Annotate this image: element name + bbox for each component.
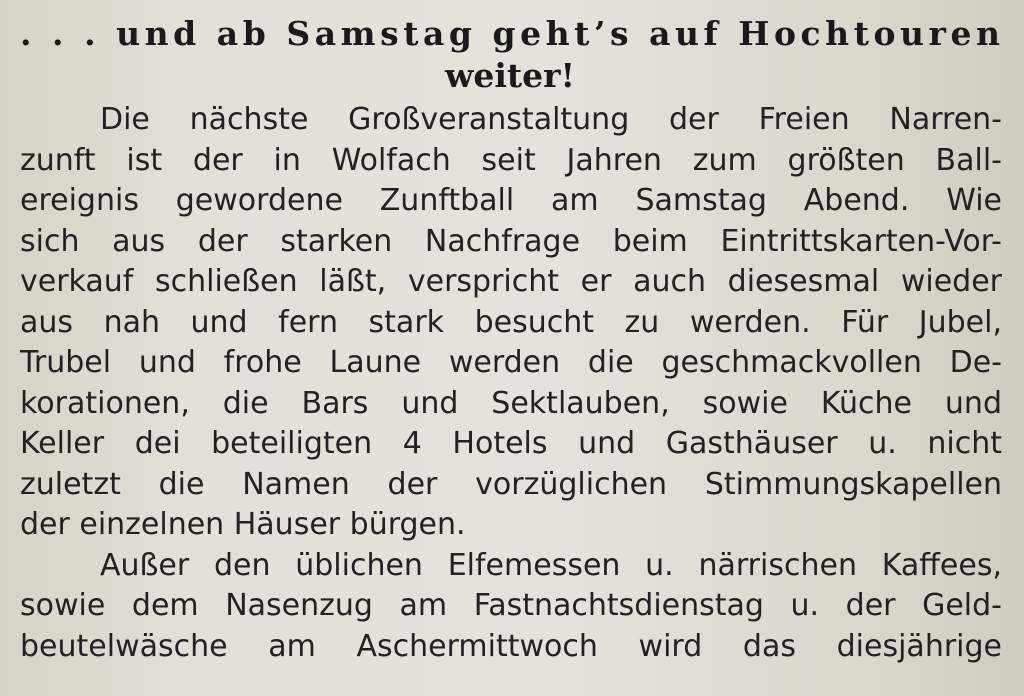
body-line: Außer den üblichen Elfemessen u. närrischen Kaffees,	[100, 547, 1002, 583]
body-line: korationen, die Bars und Sektlauben, sowie Küche und	[20, 385, 1002, 421]
body-line: sich aus der starken Nachfrage beim Eintrittskarten-Vor-	[20, 223, 1002, 259]
body-line: sowie dem Nasenzug am Fastnachtsdienstag u. der Geld-	[20, 588, 1002, 623]
body-line: der einzelnen Häuser bürgen.	[20, 507, 466, 542]
body-line: ereignis gewordene Zunftball am Samstag Abend. Wie	[20, 183, 1002, 218]
body-line: Die nächste Großveranstaltung der Freien Narren-	[100, 102, 1002, 137]
headline-text-2: weiter!	[444, 56, 576, 95]
body-line: Trubel und frohe Laune werden die geschmackvollen De-	[20, 345, 1002, 380]
article-body	[20, 100, 1002, 667]
headline-line-2	[0, 56, 1020, 95]
body-line: beutelwäsche am Aschermittwoch wird das diesjährige	[20, 628, 1002, 664]
headline-line-1	[20, 14, 1004, 53]
body-line: zuletzt die Namen der vorzüglichen Stimmungskapellen	[20, 466, 1002, 502]
headline-text-1: . . . und ab Samstag geht’s auf Hochtouren	[20, 14, 1005, 53]
body-line: aus nah und fern stark besucht zu werden. Für Jubel,	[20, 304, 1002, 340]
body-line: Keller dei beteiligten 4 Hotels und Gasthäuser u. nicht	[20, 426, 1002, 461]
body-line: zunft ist der in Wolfach seit Jahren zum größten Ball-	[20, 142, 1002, 178]
body-line: verkauf schließen läßt, verspricht er auch diesesmal wieder	[20, 264, 1002, 299]
